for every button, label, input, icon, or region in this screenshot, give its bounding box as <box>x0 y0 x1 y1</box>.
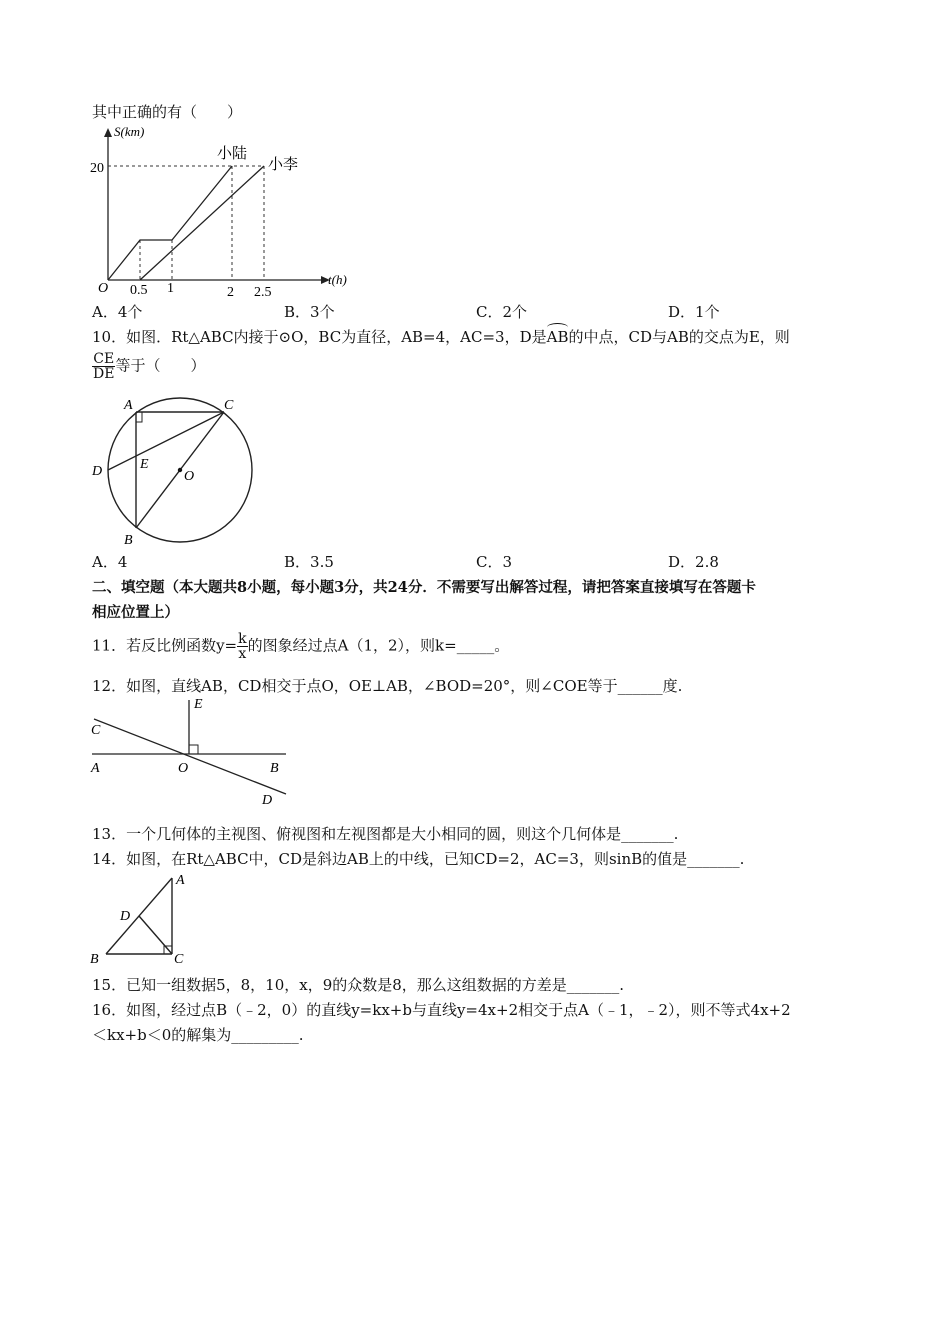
fraction-k-x: $\frac{k}{x}$ <box>238 631 247 662</box>
label-b: B <box>270 761 279 776</box>
distance-time-graph <box>88 122 368 297</box>
y-axis-arrow <box>104 128 112 137</box>
q12-stem: 12．如图，直线AB，CD相交于点O，OE⊥AB，∠BOD=20°，则∠COE等于______度. <box>92 677 683 695</box>
q10-option-d: D．2.8 <box>668 553 719 571</box>
x-tick-1: 1 <box>167 281 174 296</box>
q9-option-b: B．3个 <box>284 303 335 321</box>
label-a: A <box>124 398 133 413</box>
q16-stem-line2: ＜kx+b＜0的解集为_________. <box>92 1026 304 1044</box>
q9-option-a: A．4个 <box>92 303 143 321</box>
label-o: O <box>184 469 195 484</box>
circle-figure <box>86 392 266 552</box>
q10-option-a: A．4 <box>92 553 128 571</box>
label-c: C <box>224 398 234 413</box>
line-xiaoli <box>140 166 264 280</box>
right-angle-a <box>136 412 142 422</box>
x-tick-0: 0.5 <box>130 283 148 297</box>
right-triangle-figure <box>86 868 196 968</box>
x-axis-label: t(h) <box>328 272 347 287</box>
q13-stem: 13．一个几何体的主视图、俯视图和左视图都是大小相同的圆，则这个几何体是_______. <box>92 825 679 843</box>
label-e: E <box>194 697 203 712</box>
q15-stem: 15．已知一组数据5，8，10，x，9的众数是8，那么这组数据的方差是_______. <box>92 976 625 994</box>
segment-cd <box>139 916 172 954</box>
label-d: D <box>262 793 273 808</box>
label-d: D <box>92 464 103 479</box>
q10-option-c: C．3 <box>476 553 513 571</box>
right-angle-o <box>189 745 198 754</box>
fraction-ce-de: $\frac{CE}{DE}$ <box>93 351 115 382</box>
q9-option-d: D．1个 <box>668 303 720 321</box>
y-tick-20: 20 <box>90 161 104 176</box>
q16-stem: 16．如图，经过点B（﹣2，0）的直线y=kx+b与直线y=4x+2相交于点A（﹣1，﹣2），则不等式4x+2 <box>92 1001 791 1019</box>
origin-label: O <box>98 281 109 296</box>
x-tick-2: 2 <box>227 285 234 297</box>
y-axis-label: S(km) <box>114 124 145 139</box>
line-cd <box>94 719 286 794</box>
label-b: B <box>124 533 133 548</box>
q14-stem: 14．如图，在Rt△ABC中，CD是斜边AB上的中线，已知CD=2，AC=3，则sinB的值是_______. <box>92 850 745 868</box>
intersecting-lines-figure <box>86 694 296 812</box>
label-a: A <box>176 873 185 888</box>
label-c: C <box>91 723 101 738</box>
section2-heading-line2: 相应位置上） <box>92 604 179 621</box>
label-xiaoli: 小李 <box>268 157 299 173</box>
q11-stem: 11．若反比例函数y= $\frac{k}{x}$ 的图象经过点A（1，2），则k=_____。 <box>92 631 510 662</box>
label-d: D <box>120 909 131 924</box>
q10-option-b: B．3.5 <box>284 553 334 571</box>
q9-intro: 其中正确的有（ ） <box>92 103 243 121</box>
q10-stem: 10．如图．Rt△ABC内接于⊙O，BC为直径，AB=4，AC=3，D是AB的中点，CD与AB的交点为E，则 <box>92 328 790 346</box>
arc-ab: AB <box>546 328 569 346</box>
label-b: B <box>90 952 99 967</box>
x-tick-3: 2.5 <box>254 285 272 297</box>
section2-heading: 二、填空题（本大题共8小题，每小题3分，共24分．不需要写出解答过程，请把答案直接填写在答题卡 <box>92 579 756 596</box>
line-xiaolu <box>108 166 232 280</box>
segment-cd <box>108 412 224 470</box>
label-xiaolu: 小陆 <box>217 146 248 162</box>
q10-stem-line2: $\frac{CE}{DE}$ 等于（ ） <box>93 351 206 382</box>
center-point <box>178 468 182 472</box>
label-o: O <box>178 761 189 776</box>
label-c: C <box>174 952 184 967</box>
label-a: A <box>91 761 100 776</box>
q9-option-c: C．2个 <box>476 303 528 321</box>
label-e: E <box>140 457 149 472</box>
